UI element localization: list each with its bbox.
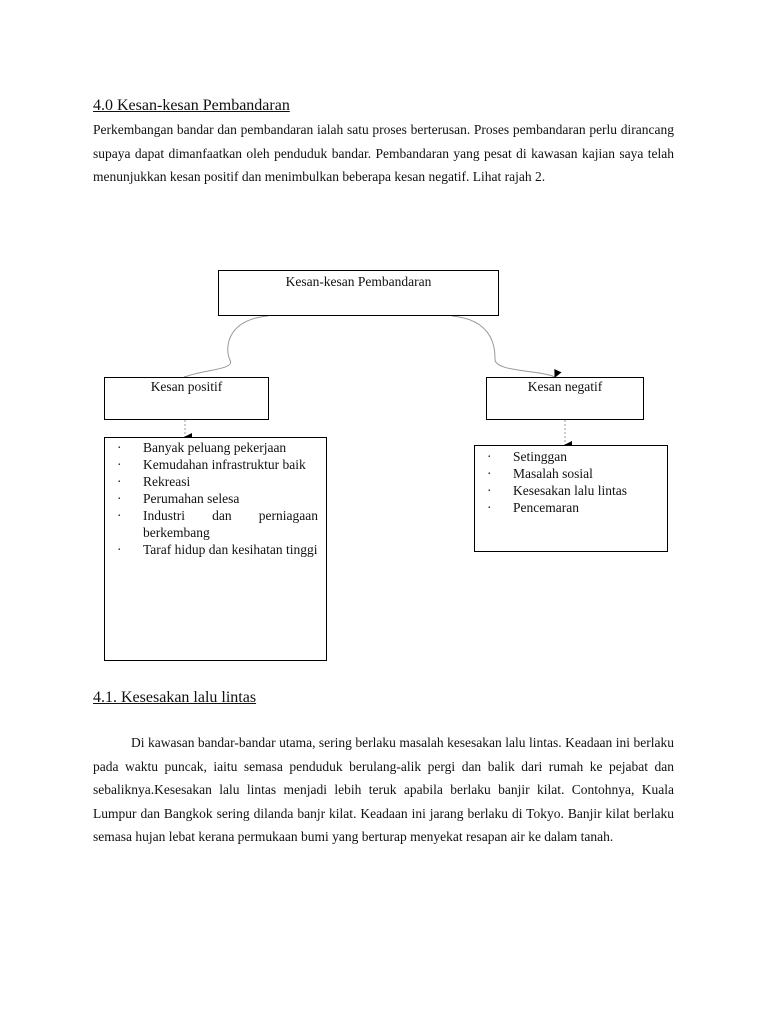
list-item: [479, 482, 661, 499]
list-item: [479, 465, 661, 482]
negative-effects-box: [486, 377, 644, 420]
section-heading-4-1: 4.1. Kesesakan lalu lintas: [93, 689, 257, 706]
section-paragraph-4-1: Di kawasan bandar-bandar utama, sering berlaku masalah kesesakan lalu lintas. Keadaan ini berlaku pada waktu puncak, iaitu semasa penduduk berulang-alik pergi dan balik dari rumah ke pejabat dan sebaliknya.Kesesakan lalu lintas menjadi lebih teruk apabila berlaku banjir kilat. Contohnya, Kuala Lumpur dan Bangkok sering dilanda banjr kilat. Keadaan ini jarang berlaku di Tokyo. Banjir kilat berlaku semasa hujan lebat kerana permukaan bumi yang berturap menyekat resapan air ke dalam tanah.: [93, 735, 674, 844]
bullet-icon: ·: [117, 542, 122, 557]
list-item-text: Perumahan selesa: [143, 491, 240, 506]
negative-effects-list-box: [474, 445, 668, 552]
bullet-icon: ·: [487, 466, 492, 481]
section-paragraph-4-0: Perkembangan bandar dan pembandaran ialah satu proses berterusan. Proses pembandaran perlu dirancang supaya dapat dimanfaatkan oleh penduduk bandar. Pembandaran yang pesat di kawasan kajian saya telah menunjukkan kesan positif dan menimbulkan beberapa kesan negatif. Lihat rajah 2.: [93, 122, 674, 184]
list-item-text: Kesesakan lalu lintas: [513, 483, 627, 498]
positive-effects-title: Kesan positif: [150, 379, 223, 394]
list-item: [109, 507, 318, 541]
bullet-icon: ·: [117, 508, 122, 523]
bullet-icon: ·: [487, 500, 492, 515]
list-item: [479, 499, 661, 516]
positive-effects-box: [104, 377, 269, 420]
negative-effects-list: [479, 448, 661, 516]
list-item: [109, 456, 318, 473]
list-item-text: Rekreasi: [143, 474, 191, 489]
bullet-icon: ·: [117, 491, 122, 506]
bullet-icon: ·: [487, 483, 492, 498]
list-item-text: Setinggan: [513, 449, 567, 464]
diagram-root-label: Kesan-kesan Pembandaran: [285, 274, 432, 289]
connector-root-to-negative: [452, 316, 555, 377]
list-item-text: Banyak peluang pekerjaan: [143, 440, 287, 455]
bullet-icon: ·: [117, 457, 122, 472]
section-heading-4-0: 4.0 Kesan-kesan Pembandaran: [93, 97, 290, 114]
connector-root-to-positive: [185, 316, 268, 377]
list-item-text: Pencemaran: [513, 500, 579, 515]
list-item-text: Taraf hidup dan kesihatan tinggi: [143, 542, 318, 557]
list-item-text: Industri dan perniagaan berkembang: [143, 508, 318, 540]
bullet-icon: ·: [117, 440, 122, 455]
diagram-root-box: [218, 270, 499, 316]
positive-effects-list: [109, 439, 318, 558]
list-item: [479, 448, 661, 465]
bullet-icon: ·: [117, 474, 122, 489]
list-item: [109, 541, 318, 558]
list-item-text: Masalah sosial: [513, 466, 593, 481]
list-item-text: Kemudahan infrastruktur baik: [143, 457, 306, 472]
list-item: [109, 473, 318, 490]
bullet-icon: ·: [487, 449, 492, 464]
negative-effects-title: Kesan negatif: [527, 379, 603, 394]
positive-effects-list-box: [104, 437, 327, 661]
list-item: [109, 439, 318, 456]
list-item: [109, 490, 318, 507]
